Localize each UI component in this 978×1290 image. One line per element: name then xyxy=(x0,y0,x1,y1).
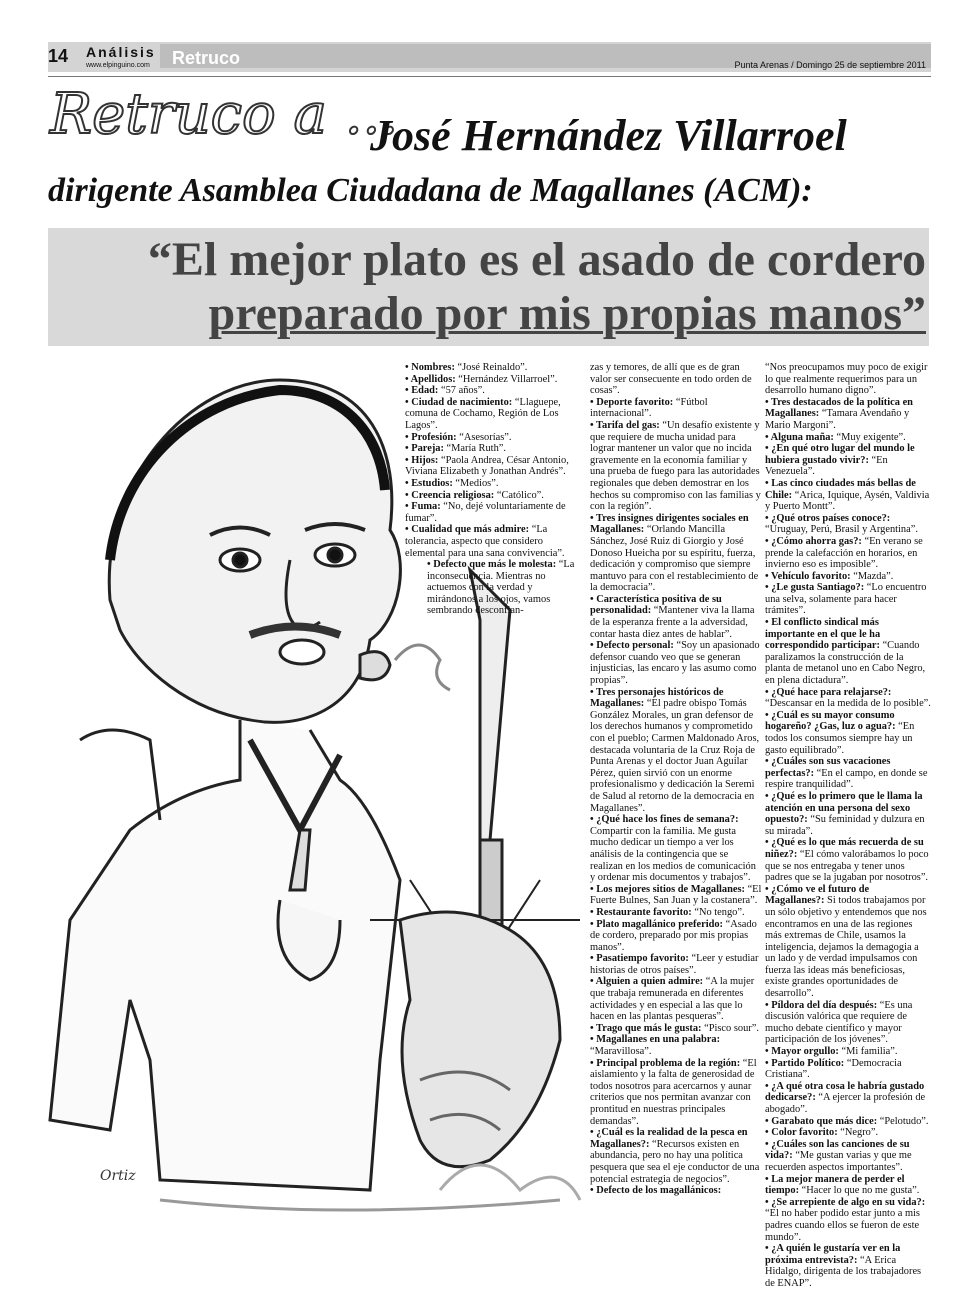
qa-answer: “María Ruth”. xyxy=(443,443,506,455)
qa-answer: “A Erica Hidalgo, dirigenta de los trabajadores de ENAP”. xyxy=(765,1254,922,1289)
page-number: 14 xyxy=(48,46,69,66)
qa-item xyxy=(590,687,762,815)
qa-answer: “El aislamiento y la falta de generosidad de todos nosotros para acercarnos y aunar criterios que nos permitan avanzar con prontitud en nuestras principales demandas”. xyxy=(590,1057,757,1127)
qa-question: • Garabato que más dice: xyxy=(765,1115,878,1127)
qa-item xyxy=(765,1116,931,1128)
qa-question: • Estudios: xyxy=(405,477,453,489)
qa-answer: “Pelotudo”. xyxy=(877,1115,929,1127)
qa-question: • ¿Qué es lo que más recuerda de su niñez?: xyxy=(765,837,924,860)
qa-answer: “57 años”. xyxy=(438,385,485,397)
qa-item xyxy=(765,791,931,837)
qa-answer: “La tolerancia, aspecto que considero elemental para una sana convivencia”. xyxy=(405,524,565,559)
qa-question: • Tres insignes dirigentes sociales en Magallanes: xyxy=(590,512,749,536)
qa-question: • Pareja: xyxy=(405,443,444,455)
qa-answer: “Mantener viva la llama de la esperanza frente a la adversidad, contar hasta diez antes de hablar”. xyxy=(590,605,755,640)
qa-question: • Restaurante favorito: xyxy=(590,906,692,918)
qa-answer: “A la mujer que trabaja remunerada en diferentes actividades y en especial a las que lo hacen en las plantas pesqueras”. xyxy=(590,976,755,1023)
qa-question: • ¿Cómo ve el futuro de Magallanes?: xyxy=(765,883,870,907)
qa-item xyxy=(427,559,580,617)
qa-answer: “José Reinaldo”. xyxy=(454,362,528,373)
qa-question: • Trago que más le gusta: xyxy=(590,1022,702,1034)
qa-answer: “En Venezuela”. xyxy=(765,454,888,478)
qa-item xyxy=(765,756,931,791)
qa-item xyxy=(405,374,580,386)
qa-item xyxy=(590,397,762,420)
qa-item xyxy=(590,1058,762,1128)
qa-item xyxy=(765,1197,931,1243)
qa-question: • Edad: xyxy=(405,385,439,397)
qa-answer: “El padre obispo Tomás González Morales, un gran defensor de los derechos humanos y comprometido con el pueblo; Carmen Maldonado Aros, destacada voluntaria de la Cruz Roja de Punta Arenas y el doctor Juan Aguilar Pérez, quien sirvió con un enorme profesionalismo y dedicación la Seremi de Salud al retorno de la democracia en Magallanes”. xyxy=(590,698,760,814)
qa-question: • Partido Político: xyxy=(765,1057,845,1069)
qa-answer: “La inconsecuencia. Mientras no actuemos con la verdad y mirándonos a los ojos, vamos sembrando desconfian- xyxy=(427,559,575,617)
qa-question: • Cualidad que más admire: xyxy=(405,524,530,536)
qa-question: • Fuma: xyxy=(405,501,441,513)
qa-item xyxy=(590,907,762,919)
qa-answer: “El cómo valorábamos lo poco que se nos entregaba y tener unos padres que se la jugaban por nosotros”. xyxy=(765,848,929,884)
qa-item xyxy=(405,478,580,490)
qa-question: • Los mejores sitios de Magallanes: xyxy=(590,883,745,895)
qa-answer: “Descansar en la medida de lo posible”. xyxy=(765,698,931,710)
qa-item xyxy=(590,919,762,954)
qa-answer: “Hernández Villarroel”. xyxy=(455,373,558,385)
qa-question: • Tres destacados de la política en Magallanes: xyxy=(765,396,913,420)
qa-answer: “Uruguay, Perú, Brasil y Argentina”. xyxy=(765,524,918,536)
publication-url: www.elpinguino.com xyxy=(86,62,150,69)
qa-answer: “Mazda”. xyxy=(850,570,894,582)
qa-answer: “Nos preocupamos muy poco de exigir lo que realmente requerimos para un desarrollo humano digno”. xyxy=(765,362,928,397)
qa-item xyxy=(590,640,762,686)
qa-item xyxy=(405,362,580,374)
qa-item xyxy=(765,687,931,710)
qa-answer: zas y temores, de allí que es de gran valor ser consecuente en todo orden de cosas”. xyxy=(590,362,752,397)
qa-item xyxy=(405,524,580,559)
qa-answer: “Negro”. xyxy=(837,1127,879,1139)
qa-item xyxy=(765,1139,931,1174)
dateline: Punta Arenas / Domingo 25 de septiembre 2011 xyxy=(734,60,926,70)
qa-answer: “Llaguepe, comuna de Cochamo, Región de Los Lagos”. xyxy=(405,396,561,431)
qa-answer: “Paola Andrea, César Antonio, Viviana Elizabeth y Jonathan Andrés”. xyxy=(405,454,569,478)
qa-item xyxy=(765,710,931,756)
qa-answer: “Pisco sour”. xyxy=(701,1022,759,1034)
column-2 xyxy=(590,362,762,1197)
qa-question: • Deporte favorito: xyxy=(590,396,674,408)
qa-question: • El conflicto sindical más importante en el que le ha correspondido participar: xyxy=(765,617,881,652)
qa-answer: “Medios”. xyxy=(452,477,499,489)
qa-item xyxy=(405,397,580,432)
qa-question: • La mejor manera de perder el tiempo: xyxy=(765,1173,905,1197)
column-1 xyxy=(405,362,580,617)
qa-answer: “Su feminidad y dulzura en su mirada”. xyxy=(765,814,925,837)
qa-question: • ¿Cuáles son sus vacaciones perfectas?: xyxy=(765,756,891,779)
qa-item xyxy=(590,814,762,884)
qa-answer: “El Fuerte Bulnes, San Juan y la costanera”. xyxy=(590,883,762,907)
qa-question: • Color favorito: xyxy=(765,1127,838,1139)
qa-answer: “Fútbol internacional”. xyxy=(590,396,708,420)
qa-item xyxy=(405,385,580,397)
qa-question: • ¿En qué otro lugar del mundo le hubiera gustado vivir?: xyxy=(765,443,915,466)
qa-question: • Tarifa del gas: xyxy=(590,419,660,431)
qa-item xyxy=(405,490,580,502)
qa-answer: “En el campo, en donde se respire tranquilidad”. xyxy=(765,767,928,791)
qa-item xyxy=(765,443,931,478)
qa-answer: Si todos trabajamos por un sólo objetivo y entendemos que nos encontramos en una de las regiones más extremas de Chile, usamos la inteligencia, dejamos la demagogia a un lado y de verdad impulsamos con fuerza las ideas más beneficiosas, existe grandes oportunidades de desarrollo”. xyxy=(765,895,927,1000)
qa-item xyxy=(765,582,931,617)
qa-answer: “Democracia Cristiana”. xyxy=(765,1057,902,1081)
qa-answer: “Asado de cordero, preparado por mis propias manos”. xyxy=(590,918,757,953)
qa-question: • Nombres: xyxy=(405,362,455,373)
qa-question: • Ciudad de nacimiento: xyxy=(405,396,513,408)
qa-item xyxy=(590,594,762,640)
qa-item xyxy=(765,362,931,397)
qa-question: • Vehículo favorito: xyxy=(765,570,851,582)
qa-question: • Mayor orgullo: xyxy=(765,1046,839,1058)
qa-question: • Apellidos: xyxy=(405,373,456,385)
qa-item xyxy=(765,1046,931,1058)
qa-question: • ¿Qué otros países conoce?: xyxy=(765,512,891,524)
qa-answer: “El no haber podido estar junto a mis padres cuando ellos se fueron de este mundo”. xyxy=(765,1208,920,1243)
qa-question: • Característica positiva de su personalidad: xyxy=(590,593,722,617)
qa-question: • Defecto personal: xyxy=(590,640,674,652)
qa-answer: “Muy exigente”. xyxy=(833,431,906,443)
qa-answer: “Tamara Avendaño y Mario Margoni”. xyxy=(765,408,910,431)
qa-item xyxy=(765,397,931,432)
qa-answer: “Maravillosa”. xyxy=(590,1046,652,1058)
qa-item xyxy=(765,513,931,536)
publication-logo: Análisis xyxy=(86,44,156,60)
qa-item xyxy=(765,1058,931,1081)
pull-quote-line-1: “El mejor plato es el asado de cordero xyxy=(147,233,926,286)
qa-answer: “Es una discusión valórica que requiere de mucho debate científico y mayor participación de los jóvenes”. xyxy=(765,999,913,1046)
qa-item xyxy=(765,1243,931,1289)
qa-item xyxy=(590,513,762,594)
qa-question: • Pasatiempo favorito: xyxy=(590,953,689,965)
qa-answer: Compartir con la familia. Me gusta mucho dedicar un tiempo a ver los análisis de la contingencia que se realizan en los medios de comunicación y ordenar mis documentos y trabajos”. xyxy=(590,825,756,884)
qa-answer: “Leer y estudiar historias de otros países”. xyxy=(590,953,759,976)
qa-answer: “Arica, Iquique, Aysén, Valdivia y Puerto Montt”. xyxy=(765,489,930,513)
qa-answer: “Me gustan varias y que me recuerden aspectos importantes”. xyxy=(765,1150,912,1173)
qa-question: • ¿Cuál es la realidad de la pesca en Magallanes?: xyxy=(590,1127,748,1150)
qa-answer: “Un desafío existente y que requiere de mucha unidad para lograr mantener un valor que no incida gravemente en la economía familiar y una prueba de fuego para las autoridades regionales que deben demostrar en los hechos su compromiso con las familias y con la región”. xyxy=(590,419,761,513)
qa-question: • ¿Se arrepiente de algo en su vida?: xyxy=(765,1196,926,1208)
qa-answer: “En verano se prende la calefacción en horarios, en invierno eso es imposible”. xyxy=(765,535,923,571)
pull-quote-line-2: preparado por mis propias manos” xyxy=(208,287,926,340)
qa-question: • ¿A quién le gustaría ver en la próxima entrevista?: xyxy=(765,1243,901,1266)
qa-answer: “No tengo”. xyxy=(691,906,745,918)
qa-question: • Defecto de los magallánicos: xyxy=(590,1185,722,1197)
qa-question: • Píldora del día después: xyxy=(765,999,878,1011)
qa-item xyxy=(405,501,580,524)
qa-item xyxy=(765,478,931,513)
column-3 xyxy=(765,362,931,1290)
qa-item xyxy=(765,837,931,883)
artist-signature: Ortiz xyxy=(100,1168,136,1184)
qa-question: • Tres personajes históricos de Magallanes: xyxy=(590,686,724,710)
qa-question: • Principal problema de la región: xyxy=(590,1057,741,1069)
qa-answer: “Orlando Mancilla Sánchez, José Ruiz di Giorgio y José Donoso Hueicha por su espíritu, fuerza, dedicación y compromiso que siempre mantuvo para con el restablecimiento de la democracia”. xyxy=(590,524,759,594)
qa-item xyxy=(590,1034,762,1057)
qa-answer: “Cuando paralizamos la construcción de la planta de metanol uno en Cabo Negro, en plena dictadura”. xyxy=(765,640,926,687)
qa-item xyxy=(405,432,580,444)
qa-answer: “En todos los consumos siempre hay un gasto equilibrado”. xyxy=(765,721,915,756)
qa-question: • Profesión: xyxy=(405,431,457,443)
headline-name: José Hernández Villarroel xyxy=(370,111,847,160)
qa-item xyxy=(590,362,762,397)
qa-answer: “Asesorías”. xyxy=(456,431,512,443)
qa-item xyxy=(765,1127,931,1139)
header-rule xyxy=(48,76,931,77)
qa-question: • Hijos: xyxy=(405,454,439,466)
qa-item xyxy=(590,884,762,907)
qa-item xyxy=(590,1023,762,1035)
qa-item xyxy=(765,617,931,687)
qa-answer: “Católico”. xyxy=(494,489,544,501)
qa-question: • Plato magallánico preferido: xyxy=(590,918,724,930)
qa-question: • ¿Cuáles son las canciones de su vida?: xyxy=(765,1138,910,1162)
qa-answer: “Soy un apasionado defensor cuando veo que se generan injusticias, las encaro y las asumo como propias”. xyxy=(590,640,760,687)
qa-question: • ¿A qué otra cosa le habría gustado dedicarse?: xyxy=(765,1080,925,1104)
qa-answer: “Lo encuentro una selva, solamente para hacer trámites”. xyxy=(765,582,927,617)
qa-question: • ¿Le gusta Santiago?: xyxy=(765,582,865,594)
qa-item xyxy=(765,536,931,571)
subhead: dirigente Asamblea Ciudadana de Magallanes (ACM): xyxy=(48,172,813,209)
qa-item xyxy=(765,884,931,1000)
qa-answer: “Mi familia”. xyxy=(838,1046,898,1058)
qa-answer: “A ejercer la profesión de abogado”. xyxy=(765,1092,926,1115)
qa-item xyxy=(765,1081,931,1116)
qa-question: • ¿Qué hace los fines de semana?: xyxy=(590,814,739,826)
qa-item xyxy=(765,1000,931,1046)
qa-item xyxy=(765,432,931,444)
qa-question: • Alguna maña: xyxy=(765,431,834,443)
qa-question: • ¿Cuál es su mayor consumo hogareño? ¿Gas, luz o agua?: xyxy=(765,709,896,733)
qa-item xyxy=(590,976,762,1022)
qa-item xyxy=(765,571,931,583)
qa-item xyxy=(590,420,762,513)
qa-answer: “No, dejé voluntariamente de fumar”. xyxy=(405,501,566,524)
qa-item xyxy=(405,455,580,478)
kicker-retruco: Retruco a ... xyxy=(50,82,399,147)
qa-question: • Alguien a quien admire: xyxy=(590,976,704,988)
qa-question: • Las cinco ciudades más bellas de Chile: xyxy=(765,477,916,501)
qa-question: • Defecto que más le molesta: xyxy=(427,559,557,571)
qa-question: • ¿Qué es lo primero que le llama la atención en una persona del sexo opuesto?: xyxy=(765,790,923,826)
qa-item xyxy=(765,1174,931,1197)
qa-item xyxy=(590,1127,762,1185)
qa-answer: “Recursos existen en abundancia, pero no hay una política pesquera que sea el eje conductor de una potencial estrategia de negocios”. xyxy=(590,1138,760,1185)
qa-item xyxy=(590,953,762,976)
qa-question: • Creencia religiosa: xyxy=(405,489,495,501)
qa-question: • Magallanes en una palabra: xyxy=(590,1034,721,1046)
qa-question: • ¿Qué hace para relajarse?: xyxy=(765,686,892,698)
qa-question: • ¿Cómo ahorra gas?: xyxy=(765,535,862,547)
qa-answer: “Hacer lo que no me gusta”. xyxy=(799,1185,920,1197)
qa-item xyxy=(590,1185,762,1197)
section-title: Retruco xyxy=(172,48,241,68)
qa-item xyxy=(405,443,580,455)
